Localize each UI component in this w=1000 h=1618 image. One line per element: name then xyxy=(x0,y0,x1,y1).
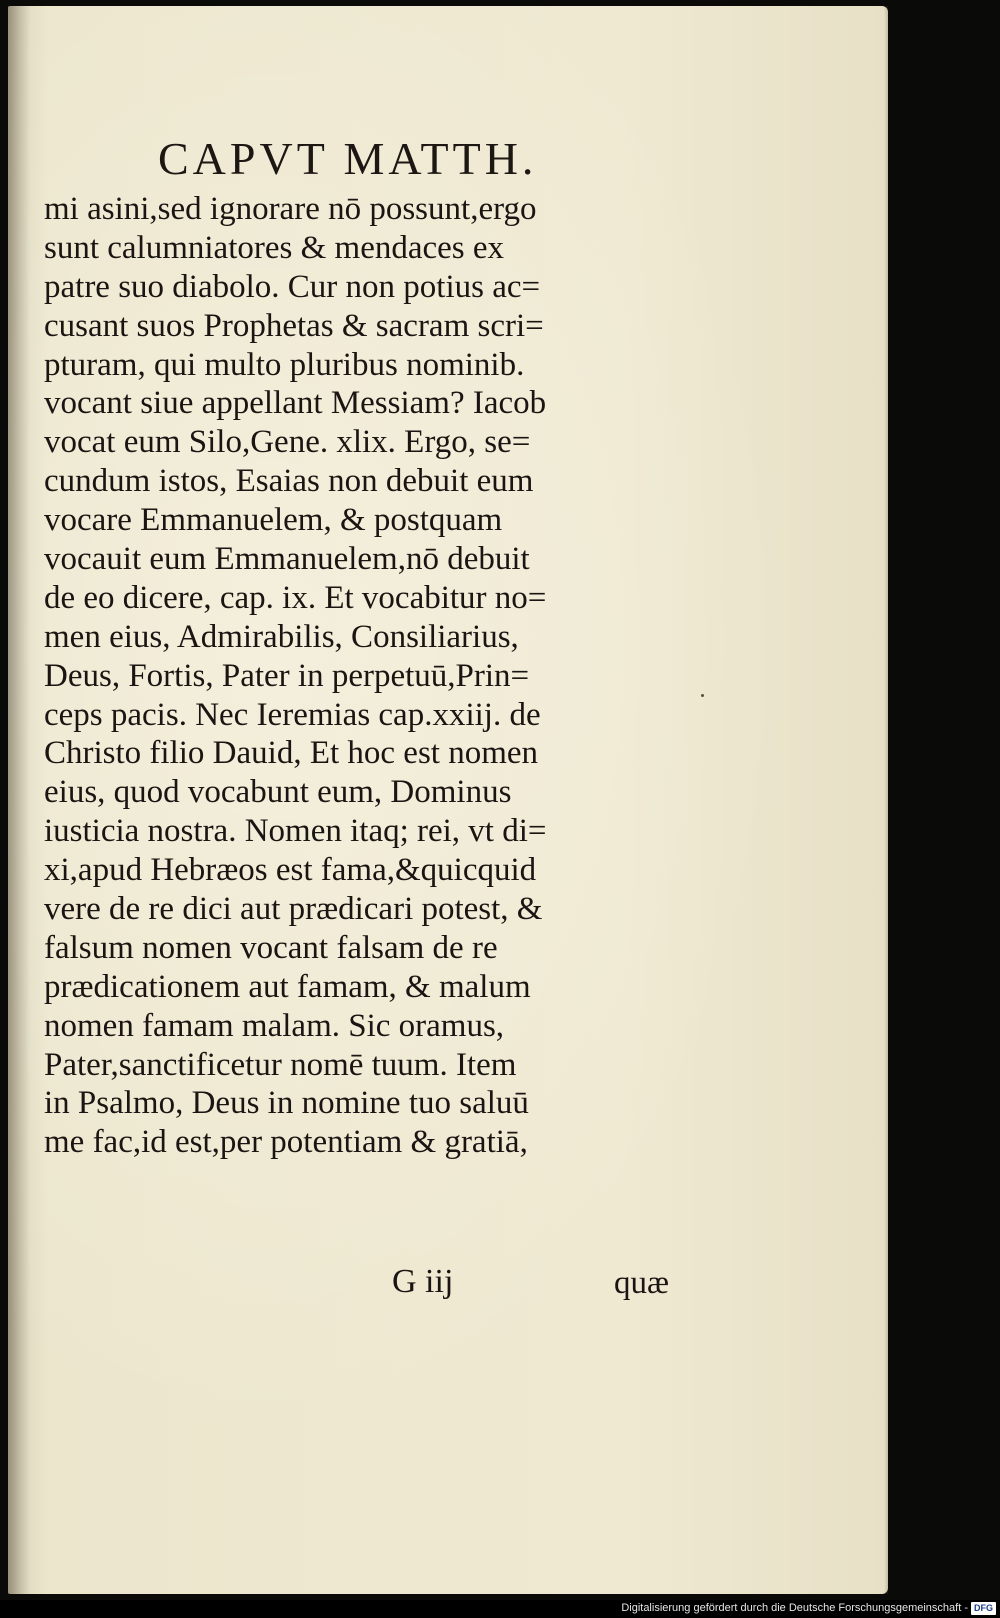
text-line: cusant suos Prophetas & sacram scri= xyxy=(44,307,544,344)
text-line: Pater,sanctificetur nomē tuum. Item xyxy=(44,1046,517,1083)
text-line: vocauit eum Emmanuelem,nō debuit xyxy=(44,541,530,578)
margin-mark xyxy=(701,694,704,697)
text-line: eius, quod vocabunt eum, Dominus xyxy=(44,774,512,811)
text-line: pturam, qui multo pluribus nominib. xyxy=(44,346,525,383)
text-line: vere de re dici aut prædicari potest, & xyxy=(44,891,543,928)
footer-credit: Digitalisierung gefördert durch die Deutsche Forschungsgemeinschaft - xyxy=(621,1602,968,1614)
dfg-logo-icon: DFG xyxy=(971,1602,996,1615)
text-line: in Psalmo, Deus in nomine tuo saluū xyxy=(44,1085,529,1122)
text-block xyxy=(44,190,684,1162)
spine-shadow xyxy=(8,6,30,1594)
text-line: sunt calumniatores & mendaces ex xyxy=(44,229,505,266)
text-line: Deus, Fortis, Pater in perpetuū,Prin= xyxy=(44,657,530,694)
text-line: prædicationem aut famam, & malum xyxy=(44,968,531,1005)
text-line: me fac,id est,per potentiam & gratiā, xyxy=(44,1124,528,1161)
text-line: nomen famam malam. Sic oramus, xyxy=(44,1007,505,1044)
text-line: men eius, Admirabilis, Consiliarius, xyxy=(44,618,519,655)
text-line: vocat eum Silo,Gene. xlix. Ergo, se= xyxy=(44,424,531,461)
text-line: vocare Emmanuelem, & postquam xyxy=(44,502,503,539)
page-edge xyxy=(884,6,888,1594)
text-line: de eo dicere, cap. ix. Et vocabitur no= xyxy=(44,579,547,616)
text-line: falsum nomen vocant falsam de re xyxy=(44,929,498,966)
text-line: Christo filio Dauid, Et hoc est nomen xyxy=(44,735,539,772)
text-line: vocant siue appellant Messiam? Iacob xyxy=(44,385,547,422)
text-line: mi asini,sed ignorare nō possunt,ergo xyxy=(44,191,537,227)
text-line: ceps pacis. Nec Ieremias cap.xxiij. de xyxy=(44,696,541,733)
text-line: patre suo diabolo. Cur non potius ac= xyxy=(44,268,541,305)
catchword: quæ xyxy=(614,1265,670,1301)
signature-mark: G iij xyxy=(392,1263,454,1300)
text-line: xi,apud Hebræos est fama,&quicquid xyxy=(44,852,537,889)
running-head: CAPVT MATTH. xyxy=(158,133,538,184)
text-line: cundum istos, Esaias non debuit eum xyxy=(44,463,534,500)
text-line: iusticia nostra. Nomen itaq; rei, vt di= xyxy=(44,813,547,850)
